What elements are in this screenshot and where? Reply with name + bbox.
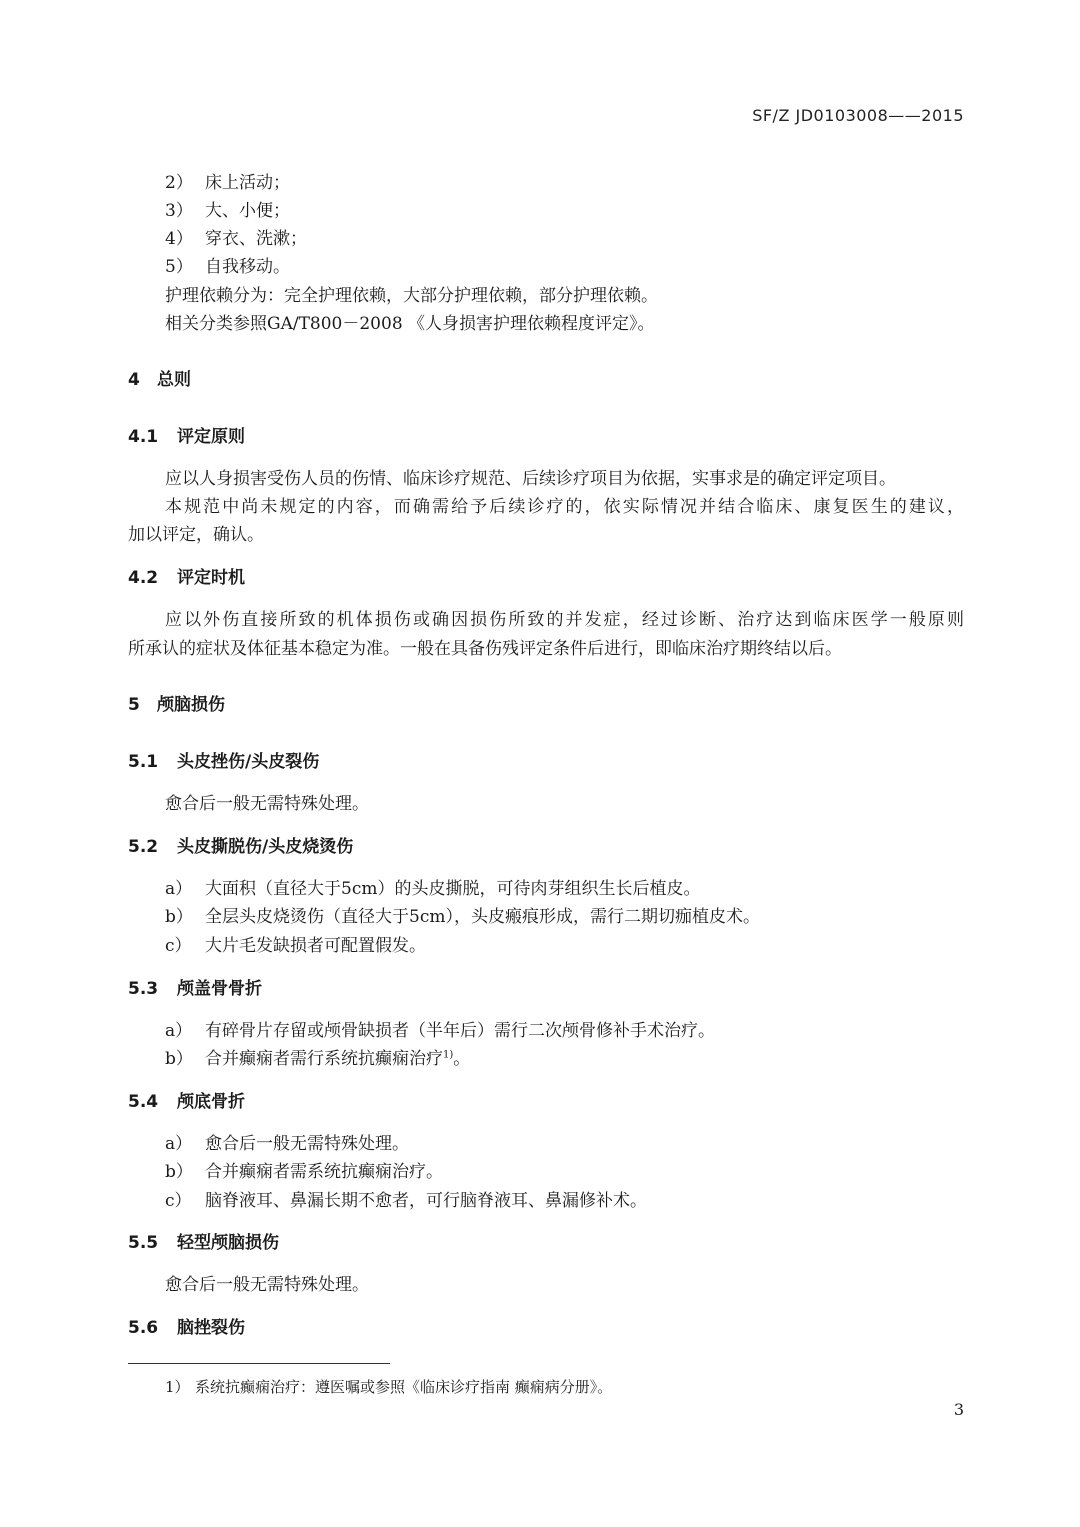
footnote-ref[interactable]: 1) [443,1049,454,1061]
paragraph: 护理依赖分为：完全护理依赖，大部分护理依赖，部分护理依赖。 [165,286,658,306]
list-item-label: 3） [165,201,193,221]
list-item-text-main: 合并癫痫者需行系统抗癫痫治疗 [205,1049,443,1069]
paragraph: 相关分类参照GA/T800－2008 《人身损害护理依赖程度评定》。 [165,314,655,334]
list-item-text: 大、小便； [205,201,290,221]
section-title: 评定时机 [177,568,245,588]
section-number: 5.3 [128,979,159,999]
list-item-label: 5） [165,257,193,277]
section-title: 头皮挫伤/头皮裂伤 [177,752,320,772]
list-item-label: c） [165,936,192,956]
section-number: 5.5 [128,1233,159,1253]
paragraph-line: 所承认的症状及体征基本稳定为准。一般在具备伤残评定条件后进行，即临床治疗期终结以后。 [128,639,842,659]
list-item-text-tail: 。 [453,1049,471,1069]
list-item-label: b） [165,1162,193,1182]
list-item-label: 4） [165,229,193,249]
list-item-label: a） [165,1134,193,1154]
paragraph-line: 本规范中尚未规定的内容，而确需给予后续诊疗的，依实际情况并结合临床、康复医生的建议， [165,497,964,517]
paragraph-line: 加以评定，确认。 [128,525,264,545]
section-number: 5 [128,695,140,715]
list-item-text: 脑脊液耳、鼻漏长期不愈者，可行脑脊液耳、鼻漏修补术。 [205,1191,647,1211]
list-item-text: 全层头皮烧烫伤（直径大于5cm），头皮瘢痕形成，需行二期切痂植皮术。 [205,907,760,927]
section-number: 5.2 [128,837,159,857]
list-item-text: 穿衣、洗漱； [205,229,307,249]
list-item-text: 愈合后一般无需特殊处理。 [205,1134,409,1154]
list-item-label: b） [165,1049,193,1069]
list-item-text: 大面积（直径大于5cm）的头皮撕脱，可待肉芽组织生长后植皮。 [205,879,701,899]
footnote-text: 系统抗癫痫治疗：遵医嘱或参照《临床诊疗指南 癫痫病分册》。 [195,1378,613,1396]
section-title: 颅脑损伤 [157,695,225,715]
section-number: 5.1 [128,752,159,772]
section-title: 头皮撕脱伤/头皮烧烫伤 [177,837,354,857]
paragraph: 应以人身损害受伤人员的伤情、临床诊疗规范、后续诊疗项目为依据，实事求是的确定评定项目。 [165,469,896,489]
section-number: 4.1 [128,427,159,447]
list-item-text: 有碎骨片存留或颅骨缺损者（半年后）需行二次颅骨修补手术治疗。 [205,1021,715,1041]
page-number: 3 [953,1400,964,1419]
list-item-text: 自我移动。 [205,257,290,277]
section-title: 轻型颅脑损伤 [177,1233,279,1253]
paragraph: 愈合后一般无需特殊处理。 [165,1275,369,1295]
section-number: 4 [128,370,140,390]
paragraph-line: 应以外伤直接所致的机体损伤或确因损伤所致的并发症，经过诊断、治疗达到临床医学一般原则 [165,610,964,630]
footnote-divider [128,1363,390,1364]
paragraph: 愈合后一般无需特殊处理。 [165,794,369,814]
list-item-text: 床上活动； [205,173,290,193]
footnote-label: 1） [165,1378,190,1396]
list-item-label: a） [165,1021,193,1041]
section-title: 颅底骨折 [177,1092,245,1112]
list-item-text [205,1047,470,1071]
list-item-text: 合并癫痫者需系统抗癫痫治疗。 [205,1162,443,1182]
section-title: 颅盖骨骨折 [177,979,262,999]
list-item-label: c） [165,1191,192,1211]
section-number: 4.2 [128,568,159,588]
standard-code: SF/Z JD0103008——2015 [752,106,964,125]
section-number: 5.6 [128,1318,159,1338]
list-item-label: a） [165,879,193,899]
section-number: 5.4 [128,1092,159,1112]
section-title: 总则 [157,370,191,390]
list-item-text: 大片毛发缺损者可配置假发。 [205,936,426,956]
list-item-label: 2） [165,173,193,193]
list-item-label: b） [165,907,193,927]
section-title: 评定原则 [177,427,245,447]
section-title: 脑挫裂伤 [177,1318,245,1338]
